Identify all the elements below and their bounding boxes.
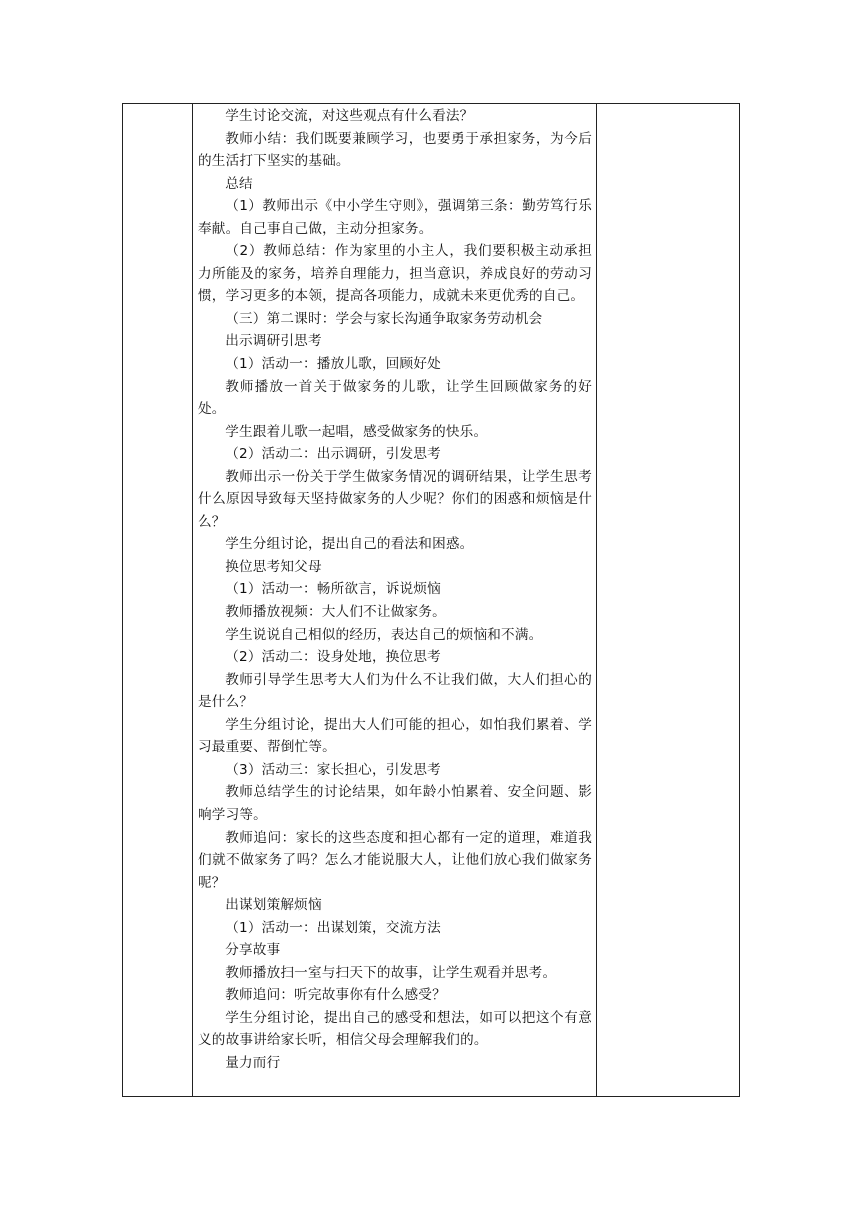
lesson-plan-table [122,103,740,1097]
activity-heading: （1）活动一：畅所欲言，诉说烦恼 [225,581,441,598]
paragraph: 教师引导学生思考大人们为什么不让我们做，大人们担心的是什么？ [198,671,592,711]
lesson-content [193,104,596,1075]
paragraph: 学生分组讨论，提出自己的感受和想法，如可以把这个有意义的故事讲给家长听，相信父母会理解我们的。 [198,1009,592,1049]
paragraph: 教师小结：我们既要兼顾学习，也要勇于承担家务，为今后的生活打下坚实的基础。 [198,130,592,170]
section-heading: 出示调研引思考 [225,333,322,350]
paragraph: 教师追问：家长的这些态度和担心都有一定的道理，难道我们就不做家务了吗？怎么才能说服大人，让他们放心我们做家务呢？ [198,829,592,891]
paragraph: 学生分组讨论，提出自己的看法和困惑。 [225,536,474,553]
paragraph: 教师出示一份关于学生做家务情况的调研结果，让学生思考什么原因导致每天坚持做家务的人少呢？你们的困惑和烦恼是什么？ [198,468,592,530]
section-heading: （三）第二课时：学会与家长沟通争取家务劳动机会 [225,310,543,327]
right-column-cell [597,104,740,1097]
paragraph: 学生讨论交流，对这些观点有什么看法？ [225,108,474,124]
section-heading: 换位思考知父母 [225,558,322,575]
paragraph: 教师播放一首关于做家务的儿歌，让学生回顾做家务的好处。 [198,378,592,418]
activity-heading: （3）活动三：家长担心，引发思考 [225,761,441,778]
section-heading: 量力而行 [225,1054,281,1071]
paragraph: 教师播放扫一室与扫天下的故事，让学生观看并思考。 [225,964,557,981]
section-heading: 分享故事 [225,942,281,959]
table-row [123,104,740,1097]
content-cell [193,104,597,1097]
paragraph: 学生跟着儿歌一起唱，感受做家务的快乐。 [225,423,488,440]
paragraph: 教师追问：听完故事你有什么感受？ [225,987,446,1004]
section-heading: 出谋划策解烦恼 [225,897,322,914]
paragraph: 学生说说自己相似的经历，表达自己的烦恼和不满。 [225,626,543,643]
activity-heading: （2）活动二：设身处地，换位思考 [225,649,441,666]
paragraph: （1）教师出示《中小学生守则》，强调第三条：勤劳笃行乐奉献。自己事自己做，主动分担家务。 [198,198,592,237]
paragraph: 教师总结学生的讨论结果，如年龄小怕累着、安全问题、影响学习等。 [198,784,592,823]
paragraph: （2）教师总结：作为家里的小主人，我们要积极主动承担力所能及的家务，培养自理能力，担当意识，养成良好的劳动习惯，学习更多的本领，提高各项能力，成就未来更优秀的自己。 [198,243,592,305]
activity-heading: （2）活动二：出示调研，引发思考 [225,446,441,463]
activity-heading: （1）活动一：出谋划策，交流方法 [225,919,441,936]
paragraph: 教师播放视频：大人们不让做家务。 [225,604,446,621]
paragraph: 学生分组讨论，提出大人们可能的担心，如怕我们累着、学习最重要、帮倒忙等。 [198,716,592,756]
section-heading: 总结 [225,175,253,192]
activity-heading: （1）活动一：播放儿歌，回顾好处 [225,356,441,373]
left-column-cell [123,104,193,1097]
